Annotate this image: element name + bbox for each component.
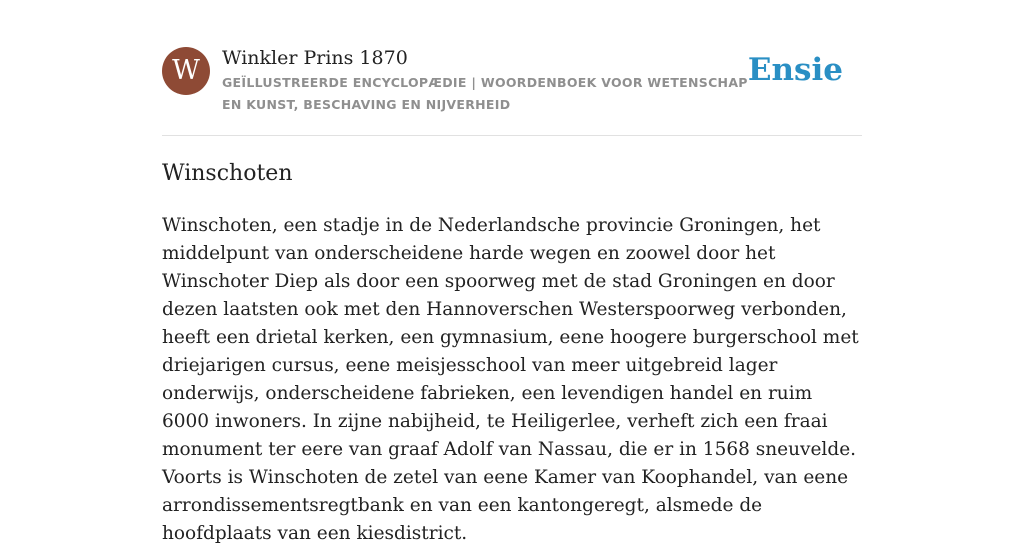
header-divider [162,135,862,136]
source-subtitle: GEÏLLUSTREERDE ENCYCLOPÆDIE | WOORDENBOEK VOOR WETENSCHAP EN KUNST, BESCHAVING EN NIJVERHEID [222,75,748,112]
source-title[interactable]: Winkler Prins 1870 [222,47,408,69]
entry-title: Winschoten [162,161,293,186]
entry-body: Winschoten, een stadje in de Nederlandsche provincie Groningen, het middelpunt van onderscheidene harde wegen en zoowel door het Winschoter Diep als door een spoorweg met de stad Groningen en door dezen laatsten ook met den Hannoverschen Westerspoorweg verbonden, heeft een drietal kerken, een gymnasium, eene hoogere burgerschool met driejarigen cursus, eene meisjesschool van meer uitgebreid lager onderwijs, onderscheidene fabrieken, een levendigen handel en ruim 6000 inwoners. In zijne nabijheid, te Heiligerlee, verheft zich een fraai monument ter eere van graaf Adolf van Nassau, die er in 1568 sneuvelde. Voorts is Winschoten de zetel van eene Kamer van Koophandel, van eene arrondissementsregtbank en van een kantongeregt, alsmede de hoofdplaats van een kiesdistrict. [162,215,859,544]
source-header [162,46,862,116]
source-avatar[interactable]: W [162,47,210,95]
page [162,0,862,544]
ensie-logo[interactable]: Ensie [747,52,843,88]
